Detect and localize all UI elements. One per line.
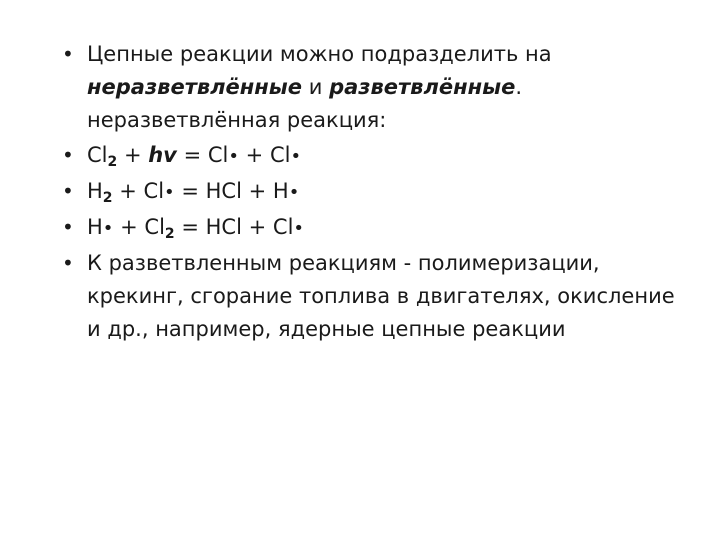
intro-text: Цепные реакции можно подразделить на: [87, 42, 552, 66]
photon-energy: hv: [148, 143, 177, 167]
plus-sign: +: [248, 215, 267, 239]
species: Cl: [144, 215, 165, 239]
plus-sign: +: [119, 179, 137, 203]
subscript: 2: [102, 190, 113, 206]
species: Cl: [87, 143, 108, 167]
bullet-icon: •: [62, 179, 74, 203]
plus-sign: +: [120, 215, 138, 239]
bullet-item-branched-examples: [62, 247, 692, 346]
species: Cl: [207, 143, 229, 167]
conjunction: и: [308, 75, 323, 99]
plus-sign: +: [245, 143, 264, 167]
period: .: [515, 75, 523, 99]
plus-sign: +: [248, 179, 267, 203]
equals-sign: =: [181, 215, 199, 239]
bullet-item-chain-reactions: [62, 38, 692, 137]
radical-dot: •: [164, 182, 175, 203]
species: HCl: [205, 215, 242, 239]
equals-sign: =: [181, 179, 199, 203]
species: H: [87, 215, 103, 239]
species: H: [87, 179, 103, 203]
species: H: [272, 179, 289, 203]
bullet-icon: •: [62, 215, 74, 239]
unbranched-reaction-label: неразветвлённая реакция:: [87, 108, 387, 132]
species: Cl: [143, 179, 165, 203]
term-unbranched: неразветвлённые: [87, 75, 303, 99]
subscript: 2: [107, 154, 118, 170]
radical-dot: •: [102, 218, 114, 239]
bullet-item-equation-1: [62, 139, 692, 173]
bullet-item-equation-3: [62, 211, 692, 245]
radical-dot: •: [288, 182, 300, 203]
radical-dot: •: [290, 146, 302, 167]
bullet-list: [62, 38, 692, 348]
subscript: 2: [164, 226, 175, 242]
bullet-icon: •: [62, 42, 74, 66]
species: HCl: [205, 179, 242, 203]
bullet-icon: •: [62, 251, 74, 275]
species: Cl: [272, 215, 294, 239]
branched-examples-text: К разветвленным реакциям - полимеризации, крекинг, сгорание топлива в двигателях, окисление и др., например, ядерные цепные реакции: [87, 251, 675, 341]
species: Cl: [269, 143, 291, 167]
radical-dot: •: [293, 218, 305, 239]
term-branched: разветвлённые: [329, 75, 516, 99]
bullet-item-equation-2: [62, 175, 692, 209]
plus-sign: +: [123, 143, 142, 167]
bullet-icon: •: [62, 143, 74, 167]
equals-sign: =: [183, 143, 202, 167]
radical-dot: •: [228, 146, 239, 167]
